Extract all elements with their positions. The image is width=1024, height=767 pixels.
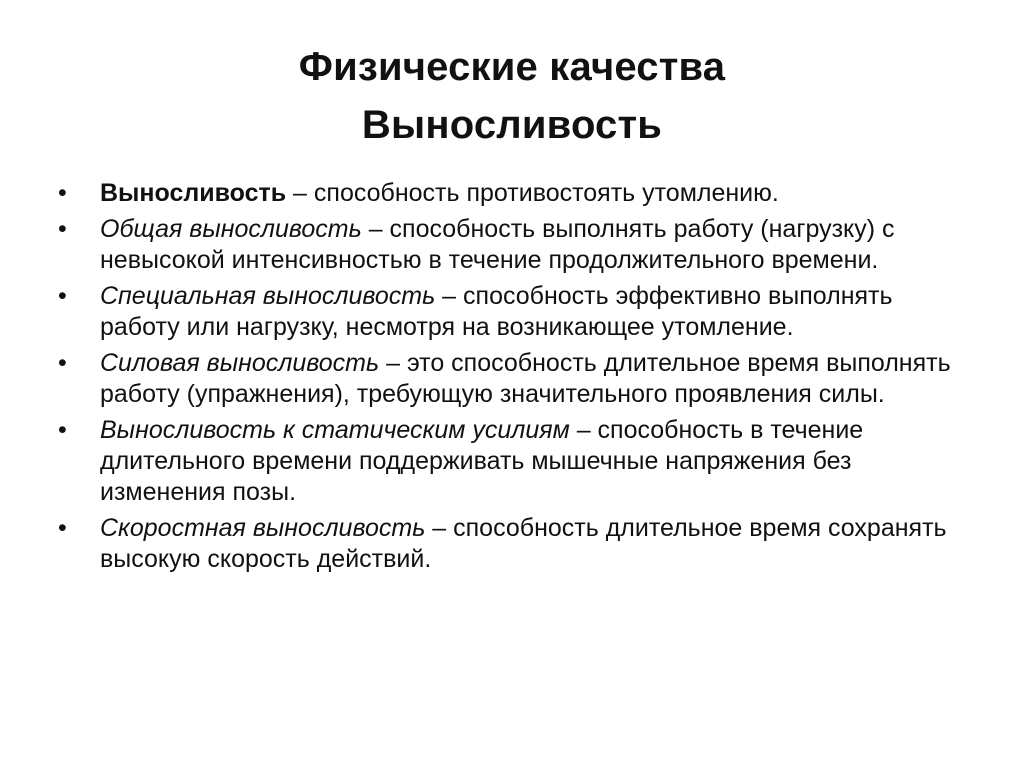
bullet-definition: – это способность длительное время выполнять работу (упражнения), требующую значительного проявления силы. (100, 349, 951, 408)
bullet-definition: – способность эффективно выполнять работу или нагрузку, несмотря на возникающее утомление. (100, 282, 893, 341)
bullet-point-icon: • (58, 514, 67, 542)
bullet-item (58, 214, 958, 276)
bullet-point-icon: • (58, 282, 67, 310)
bullet-term: Скоростная выносливость (100, 514, 426, 542)
bullet-point-icon: • (58, 215, 67, 243)
bullet-definition: – способность выполнять работу (нагрузку) с невысокой интенсивностью в течение продолжительного времени. (100, 215, 895, 274)
bullet-definition: – способность длительное время сохранять высокую скорость действий. (100, 514, 947, 573)
bullet-definition: – способность в течение длительного времени поддерживать мышечные напряжения без изменения позы. (100, 416, 864, 506)
bullet-point-icon: • (58, 416, 67, 444)
bullet-item (58, 281, 958, 343)
bullet-term: Специальная выносливость (100, 282, 436, 310)
bullet-term: Общая выносливость (100, 215, 362, 243)
bullet-term: Выносливость к статическим усилиям (100, 416, 570, 444)
bullet-item (58, 178, 958, 209)
bullet-list (58, 178, 958, 580)
bullet-point-icon: • (58, 349, 67, 377)
bullet-term: Силовая выносливость (100, 349, 380, 377)
bullet-definition: – способность противостоять утомлению. (286, 179, 779, 207)
bullet-item (58, 415, 958, 508)
title-line-2: Выносливость (361, 103, 663, 147)
bullet-item (58, 348, 958, 410)
slide-title (0, 38, 1024, 154)
bullet-term: Выносливость (100, 179, 287, 207)
bullet-point-icon: • (58, 179, 67, 207)
bullet-item (58, 513, 958, 575)
title-line-1: Физические качества (298, 45, 726, 89)
